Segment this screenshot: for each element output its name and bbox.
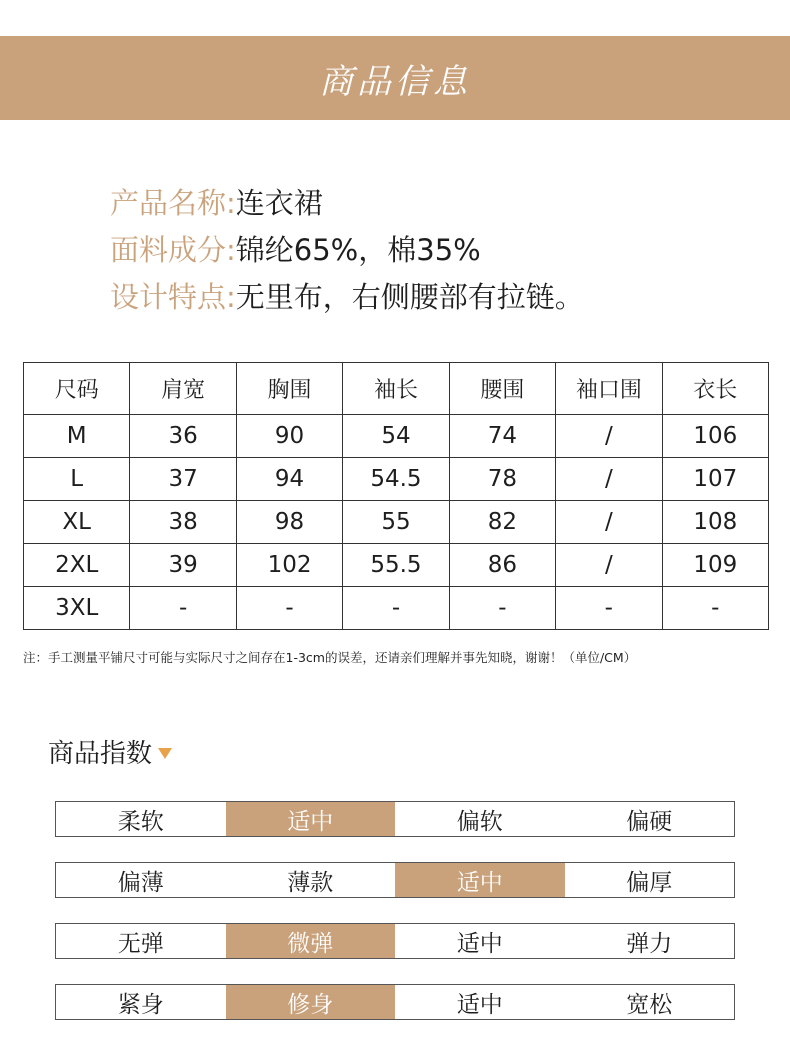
scale-option: 微弹: [226, 924, 396, 958]
size-table: [23, 362, 769, 630]
table-row: [24, 587, 769, 630]
scale-option: 宽松: [626, 991, 673, 1018]
table-cell: 2XL: [24, 544, 130, 587]
info-row-design: [110, 272, 584, 319]
table-cell: 109: [662, 544, 768, 587]
table-cell: /: [556, 501, 662, 544]
info-value: 锦纶65%，棉35%: [235, 233, 481, 267]
scale-option: 适中: [456, 930, 503, 957]
scale-option: 柔软: [117, 808, 164, 835]
table-cell: 36: [130, 415, 236, 458]
scale-option: 适中: [226, 802, 396, 836]
table-cell: 82: [449, 501, 555, 544]
scale-option: 无弹: [117, 930, 164, 957]
column-header: 腰围: [449, 363, 555, 415]
table-cell: /: [556, 544, 662, 587]
table-cell: 78: [449, 458, 555, 501]
table-cell: 94: [236, 458, 342, 501]
table-cell: 98: [236, 501, 342, 544]
product-info: [110, 178, 584, 319]
table-cell: M: [24, 415, 130, 458]
table-row: [24, 458, 769, 501]
table-cell: 90: [236, 415, 342, 458]
table-cell: 3XL: [24, 587, 130, 630]
table-cell: 37: [130, 458, 236, 501]
scale-option: 紧身: [117, 991, 164, 1018]
header-banner: [0, 36, 790, 120]
triangle-down-icon: [158, 748, 172, 759]
page-title: 商品信息: [319, 61, 471, 102]
column-header: 袖长: [343, 363, 449, 415]
table-row: [24, 415, 769, 458]
elasticity-scale: [55, 923, 735, 959]
softness-scale: [55, 801, 735, 837]
table-header-row: [24, 363, 769, 415]
info-row-name: [110, 178, 584, 225]
table-cell: -: [449, 587, 555, 630]
index-section-title: [48, 733, 172, 770]
scale-option: 偏软: [456, 808, 503, 835]
table-cell: 106: [662, 415, 768, 458]
table-cell: 108: [662, 501, 768, 544]
column-header: 胸围: [236, 363, 342, 415]
info-label: 面料成分:: [110, 233, 236, 267]
scale-option: 适中: [395, 863, 565, 897]
column-header: 尺码: [24, 363, 130, 415]
table-cell: 74: [449, 415, 555, 458]
table-row: [24, 544, 769, 587]
scale-option: 适中: [456, 991, 503, 1018]
table-cell: 54.5: [343, 458, 449, 501]
scale-option: 偏硬: [626, 808, 673, 835]
table-cell: 39: [130, 544, 236, 587]
index-title-text: 商品指数: [48, 739, 153, 769]
info-value: 连衣裙: [235, 186, 323, 220]
table-cell: -: [236, 587, 342, 630]
scale-option: 薄款: [287, 869, 334, 896]
table-cell: /: [556, 415, 662, 458]
table-cell: 55: [343, 501, 449, 544]
fit-scale: [55, 984, 735, 1020]
info-value: 无里布，右侧腰部有拉链。: [235, 280, 584, 314]
scale-option: 弹力: [626, 930, 673, 957]
scale-option: 修身: [226, 985, 396, 1019]
table-cell: 86: [449, 544, 555, 587]
info-label: 产品名称:: [110, 186, 236, 220]
measurement-note: 注：手工测量平铺尺寸可能与实际尺寸之间存在1-3cm的误差，还请亲们理解并事先知晓，谢谢！（单位/CM）: [23, 650, 637, 665]
table-cell: L: [24, 458, 130, 501]
table-cell: -: [556, 587, 662, 630]
info-label: 设计特点:: [110, 280, 236, 314]
table-cell: -: [662, 587, 768, 630]
table-cell: /: [556, 458, 662, 501]
table-cell: 38: [130, 501, 236, 544]
table-cell: XL: [24, 501, 130, 544]
thickness-scale: [55, 862, 735, 898]
table-row: [24, 501, 769, 544]
scale-option: 偏薄: [117, 869, 164, 896]
info-row-fabric: [110, 225, 584, 272]
table-cell: -: [130, 587, 236, 630]
scale-option: 偏厚: [626, 869, 673, 896]
table-cell: 107: [662, 458, 768, 501]
column-header: 袖口围: [556, 363, 662, 415]
table-cell: 102: [236, 544, 342, 587]
table-cell: -: [343, 587, 449, 630]
table-cell: 54: [343, 415, 449, 458]
table-cell: 55.5: [343, 544, 449, 587]
column-header: 衣长: [662, 363, 768, 415]
column-header: 肩宽: [130, 363, 236, 415]
